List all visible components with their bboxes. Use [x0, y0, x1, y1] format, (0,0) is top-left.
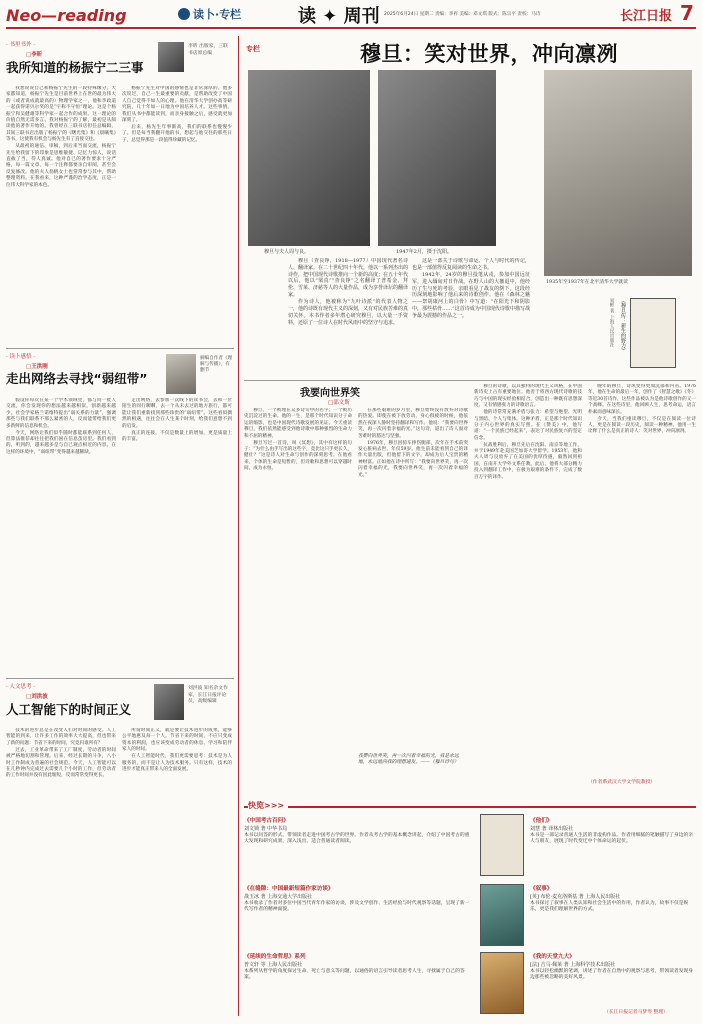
book-blurb: 本书以轻松幽默的笔调，讲述了作者在自然中的观察与思考，带领读者发现身边那些被忽略的美好风景。: [530, 969, 694, 981]
date-line: 2025年6月24日 星期二 责编：李祚 美编：邓文琪 版式：陈宗平 责校：马诗: [384, 12, 541, 17]
books-section: [244, 800, 696, 1018]
byline: □邵文斯: [328, 400, 350, 406]
section-rule: [244, 806, 696, 808]
photo-caption: 1947年2月，摄于沈阳。: [396, 249, 452, 255]
paragraph: 假设你每次在某一个学术领域里，都与同一批人交流，你会发现你的想法越来越相似，创新越来越少。社会学家格兰诺维特提出“弱关系的力量”，强调那些与我们联系不那么紧密的人，反而能带给我们更多新鲜的信息和机会。: [6, 398, 116, 429]
book-info: 普文轩 等 上海人民出版社: [244, 962, 303, 968]
article-body: [588, 384, 696, 774]
book-info: 刘慧 著 译林出版社: [530, 826, 574, 832]
paragraph: 过去，工业革命带来了工厂制度，劳动者的时间被严格地切割和管理。后来，经过长期的斗争，八小时工作制成为普遍的社会规范。今天，人工智能可以在几秒钟内完成过去需要几个小时的工作，但劳动者的工作时间并没有因此缩短，反而常常变得更长。: [6, 747, 116, 779]
article-body: [122, 398, 232, 670]
pull-quote: 我要向世界笑，再一次闪着幸福的光，我是永远地，永远地向我的理想进发。——（穆旦诗句）: [358, 754, 459, 766]
book-item: [530, 952, 696, 1006]
paragraph: 穆旦的诗歌，以其独特的现代主义风格，在中国新诗史上占有重要地位。他善于将西方现代诗歌的技巧与中国的现实经验相结合，创造出一种既有思想深度、又有情感张力的诗歌语言。: [474, 384, 582, 409]
article-illustration: [166, 354, 196, 394]
paragraph: 在人工智能时代，我们更需要思考：技术是为人服务的，而不是让人为技术服务。只有这样，技术的进步才能真正带来人的全面发展。: [122, 754, 232, 772]
author-photo: [154, 684, 184, 720]
byline: □李昕: [26, 52, 43, 58]
book-info: 刘文锁 著 中华书局: [244, 826, 288, 832]
column-divider: [238, 36, 239, 1016]
book-info: [法] 吉马·佩莱 著 上海科学技术出版社: [530, 962, 616, 968]
divider: [244, 380, 696, 381]
paragraph: 穆旦写过一首诗，叫《冥想》，其中有这样的句子：“为什么由手写出的这些字，竟比这只手更长久，健壮？”这是诗人对生命与创作的深刻思考。在他看来，个体的生命是短暂的，但诗歌和思想可以穿越时间，成为永恒。: [244, 440, 352, 472]
paragraph: 1942年，24岁的穆旦投笔从戎，参加中国远征军，进入缅甸对日作战。在野人山的大撤退中，他经历了生与死的考验，亲眼看见了战友的倒下。这段经历深刻地影响了他后来的诗歌创作。他在《森林之魅——祭胡康河上的白骨》中写道：“在阳光下和阴影中，那些枯骨……”这首诗成为中国现代诗歌中描写战争最为震撼的作品之一。: [412, 272, 530, 319]
photo-caption: 穆旦与夫人周与良。: [264, 249, 310, 255]
book-blurb: 本书是一部记录普通人生活的非虚构作品。作者用细腻的笔触描写了身边的亲人与朋友，展现了时代变迁中个体命运的起伏。: [530, 833, 694, 845]
article-headline: 走出网络去寻找“弱纽带”: [6, 371, 148, 386]
byline: □王洪刚: [26, 364, 48, 370]
paper-title: 读 ✦ 周刊: [298, 6, 380, 27]
feature-intro: [412, 258, 530, 376]
paragraph: 穆旦，一个被埋在众多诗句中的名字；一个被历史沉淀过的生命。他的一生，是那个时代知识分子命运的缩影，也是中国现代诗歌发展的见证。今天重读穆旦，我们依然能感受到他诗歌中那种强烈的生命力和不屈的精神。: [244, 408, 352, 439]
book-blurb: 本系列从哲学的角度探讨生命、死亡与意义等问题，以通俗的语言引导读者思考人生，寻找属于自己的答案。: [244, 969, 465, 981]
book-title: 《他们》: [530, 818, 553, 824]
book-blurb: 本书以问答的形式，带领读者走进中国考古学的世界。作者从考古学的基本概念讲起，介绍了中国考古的重大发现和研究成果，深入浅出，适合普通读者阅读。: [244, 833, 470, 845]
paragraph: 在那些艰难的岁月里，穆旦始终没有放弃对诗歌的热爱。即使在被下放劳动、身心俱疲的时候，他依然在夜深人静时坚持翻译和写作。他说：“我要向世界笑，再一次闪着幸福的光。”这句诗，道出了诗人面对苦难时的豁达与坚强。: [358, 408, 468, 439]
book-title: 《穆旦传：新生的野力》: [620, 298, 626, 353]
photo-couple: [248, 70, 370, 246]
paragraph: 穆旦（查良铮，1918—1977）中国现代著名诗人、翻译家。在二十世纪四十年代，他以一系列杰出的诗作，把中国现代诗歌推向一个新的高度；在五十年代以后，他以“梁真”“查良铮”之名翻译了普希金、拜伦、雪莱、济慈等人的大量作品，成为享誉译坛的翻译家。: [288, 258, 408, 298]
book-info: 战玉冰 著 上海交通大学出版社: [244, 894, 313, 900]
article-footer: （作者系武汉大学文学院教授）: [588, 780, 656, 785]
article-body: [6, 86, 116, 344]
masthead-rule: [6, 27, 696, 29]
section-label: · 读卜感悟 ·: [6, 354, 35, 360]
section-tag: [178, 4, 241, 24]
book-item: [244, 952, 474, 1014]
divider: [6, 348, 234, 349]
book-item: [530, 816, 696, 878]
left-column: [6, 36, 234, 1016]
feature-label: 专栏: [246, 45, 260, 53]
article-body: [474, 384, 582, 794]
article-headline: 我要向世界笑: [300, 388, 360, 399]
article-body: [122, 86, 232, 344]
paragraph: 晚年的穆旦，诗风变得更加沉郁和内省。1976年，他在生命的最后一年，创作了《智慧之歌》《冬》等近30首诗作，这些作品被认为是他诗歌创作的又一个高峰。在这些诗里，他回顾人生，思考命运，语言朴素而意味深长。: [588, 384, 696, 415]
books-header: 快览>>>: [248, 800, 288, 811]
feature-headline: 穆旦：笑对世界，冲向凛冽: [360, 42, 618, 66]
book-cover: [480, 952, 524, 1014]
book-title: 《我的天堂九大》: [530, 954, 575, 960]
middle-article: [244, 384, 468, 794]
paragraph: 今天，当我们重读穆旦，不仅是在阅读一位诗人，更是在阅读一段历史，阅读一种精神。他用一生诠释了什么是真正的诗人：笑对世界，冲向凛冽。: [588, 416, 696, 435]
divider: [6, 678, 234, 679]
section-credit: （长江日报记者马梦琴 整理）: [604, 1010, 668, 1015]
section-left-label: Neo—reading: [6, 6, 127, 25]
paper-name-logo: 长江日报: [620, 9, 673, 24]
paragraph: 走出网络，去参加一次线下的读书会，去和一位陌生的同行聊聊，去一个从未去过的地方旅行，都可能让我们重新找到那些珍贵的“弱纽带”。这些看似偶然的相遇，往往会在人生某个时刻，给我们意想不到的启发。: [122, 398, 232, 429]
right-article: [474, 384, 696, 794]
book-info: 易彬 著 上海人民出版社: [609, 298, 614, 347]
article-body: [244, 408, 352, 794]
paragraph: 抗战胜利后，穆旦先后在沈阳、南京等地工作，并于1949年赴美国芝加哥大学留学。1953年，他和夫人周与良放弃了在美国的优厚待遇，毅然回到祖国，在南开大学外文系任教。此后，他将大部分精力投入到翻译工作中，在极为艰难的条件下，完成了数百万字的译作。: [474, 442, 582, 480]
article-body: [122, 728, 232, 1014]
author-intro: 摘编自作者《理解与传播》，有删节: [200, 356, 233, 374]
article-body: [6, 398, 116, 670]
paragraph: 真正的连接，不仅是数量上的增加，更是质量上的丰富。: [122, 430, 232, 442]
paragraph: 所谓时间正义，就是要让技术进步的成果，能够公平地惠及每一个人。节省下来的时间，不应只变成资本的利润，也应该变成劳动者的休息、学习和陪伴家人的时间。: [122, 728, 232, 753]
section-label: · 书里书外 ·: [6, 42, 35, 48]
book-item: [244, 816, 474, 878]
article-body: [6, 728, 116, 1014]
masthead: [0, 0, 702, 34]
book-icon: [178, 8, 190, 20]
article-headline: 我所知道的杨振宁二三事: [6, 60, 144, 75]
book-blurb: 本书探讨了叙事在人类认知和社会生活中的作用，作者认为，故事不仅是娱乐，更是我们理解世界的方式。: [530, 901, 689, 913]
article-body: [358, 408, 468, 748]
byline: □刘洪波: [26, 694, 48, 700]
book-title: 《中国考古百问》: [244, 818, 289, 824]
paragraph: 杨振宁先生对中国的感情也是非常深厚的。他多次说过，自己一生最重要的贡献，是帮助改变了中国人自己觉得不如人的心理。他在清华大学创办高等研究院，几十年如一日地为中国培养人才。这些事情，我们从书中都能读到，而亲身接触之后，感受就更加深刻了。: [122, 86, 232, 124]
book-info: [英] 布伦·麦克洛斯基 著 上海人民出版社: [530, 894, 621, 900]
book-cover: [630, 298, 676, 368]
paragraph: 今天，网络让我们似乎随时都能联系到任何人，但算法推荐却往往把我们困在信息茧房里。我们看到的、听到的，越来越多是与自己观点相近的内容。在这样的环境中，“弱纽带”变得越来越稀缺。: [6, 430, 116, 455]
paragraph: 他的诗常常充满矛盾与张力：希望与绝望、光明与黑暗、个人与集体。这种矛盾，正是那个时代知识分子内心世界的真实写照。在《赞美》中，他写道：“一个民族已经起来”，表达了对民族复兴的坚定信念。: [474, 410, 582, 441]
book-cover: [480, 814, 524, 876]
book-blurb: 本书收录了作者对多位中国当代青年作家的访谈，涉及文学创作、生活经验与时代观察等话题，呈现了新一代写作者的精神面貌。: [244, 901, 470, 913]
feature-intro: [288, 258, 408, 376]
paragraph: 这是一部关于诗歌与命运、个人与时代的传记，也是一部值得反复阅读的生命之书。: [412, 258, 530, 271]
paragraph: 1976年，穆旦因骑车摔伤腿部，次年在手术前突发心脏病去世，年仅59岁。他生前未能看到自己的译作大量出版，但他留下的文字，却成为后人宝贵的精神财富。正如他在诗中所写：“我要向世界笑，再一次闪着幸福的光，我要向世界笑，再一次闪着幸福的光。”: [358, 440, 468, 478]
book-cover: [480, 884, 524, 946]
book-title: 《延续的生命哲思》系列: [244, 954, 306, 960]
photo-shenyang: [378, 70, 496, 246]
section-tag-text: 读卜·专栏: [193, 8, 242, 21]
author-intro: 李昕 出版家，三联书店原总编: [188, 44, 228, 56]
paragraph: 技术的进步总是在改变人们对时间的感受。人工智能的到来，让许多工作的效率大大提高，但也带来了新的问题：节省下来的时间，究竟归谁所有？: [6, 728, 116, 746]
author-intro: 刘洪波 知名杂文作家，长江日报评论员，高级编辑: [188, 686, 228, 704]
photo-student: [544, 70, 692, 276]
paragraph: 作为诗人，他被称为“九叶诗派”的代表人物之一，他的诗既有现代主义的深刻，又有对民族苦难的真切关怀。本书作者多年潜心研究穆旦，以大量一手资料，还原了一位诗人在时代风雨中的坚守与追求。: [288, 299, 408, 326]
section-label: · 人文思考 ·: [6, 684, 35, 690]
book-title: 《在缝隙：中国最新短篇作家访谈》: [244, 886, 334, 892]
photo-caption: 1935年至1937年在北平清华大学就读: [546, 280, 628, 285]
book-title: 《叙事》: [530, 886, 553, 892]
book-item: [244, 884, 474, 946]
page-number: 7: [680, 1, 694, 25]
book-item: [530, 884, 696, 946]
paragraph: 从最初的通信、审稿，到后来当面交流，杨振宁先生给我留下的印象是思维敏捷、记忆力惊人，说话直截了当，待人真诚。他对自己的著作要求十分严格，每一篇文章、每一个注释都要亲自审阅，甚至会反复修改。他的夫人翁帆女士也常常参与其中，帮助整理资料。在我看来，这种严谨的治学态度，正是一位伟大科学家的本色。: [6, 144, 116, 188]
author-photo: [158, 42, 184, 72]
article-headline: 人工智能下的时间正义: [6, 702, 132, 717]
paragraph: 后来，杨先生年事渐高，我们的联系也慢慢少了。但是每当我翻开他的书，想起与他交往的那些日子，总觉得那是一段值得珍藏的记忆。: [122, 124, 232, 143]
paragraph: 我想说说自己和杨振宁先生的一段特殊缘分。大家都知道，杨振宁先生是目前世界上在世的最为伟大的（或者说成就最高的）物理学家之一，他和李政道一起获得诺贝尔奖的是“宇称不守恒”理论。这是个杨振宁和吴健雄等科学家一起合作的成果。这一理论的价值自然无需多言。我对杨振宁的了解，最初是从阅读他的著作开始的。我曾经在三联书店担任总编辑，其间三联书店出版了杨振宁的《曙光集》和《晨曦集》等书，这使我有机会与杨先生有了直接交往。: [6, 86, 116, 143]
